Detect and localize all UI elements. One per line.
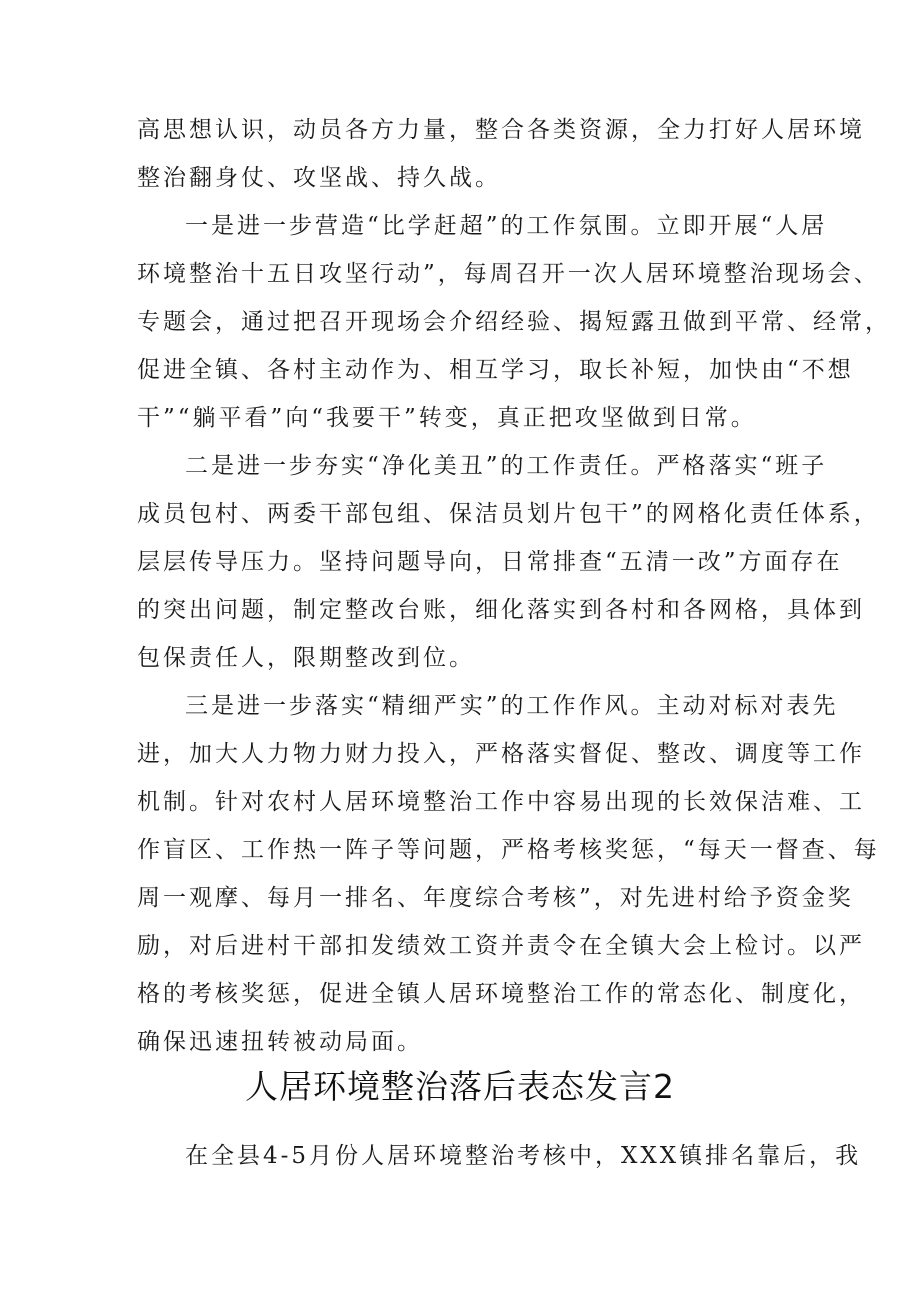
paragraph-line: 成员包村、两委干部包组、保洁员划片包干”的网格化责任体系， — [137, 501, 880, 527]
paragraph-line: 层层传导压力。坚持问题导向，日常排查“五清一改”方面存在 — [137, 549, 843, 575]
paragraph-line: 在全县4-5月份人居环境整治考核中，XXX镇排名靠后，我 — [185, 1143, 862, 1169]
section-title: 人居环境整治落后表态发言2 — [245, 1067, 675, 1106]
paragraph-line: 一是进一步营造“比学赶超”的工作氛围。立即开展“人居 — [185, 213, 828, 239]
paragraph-line: 格的考核奖惩，促进全镇人居环境整治工作的常态化、制度化， — [137, 981, 865, 1007]
paragraph-line: 干”“躺平看”向“我要干”转变，真正把攻坚做到日常。 — [137, 405, 757, 431]
paragraph-line: 三是进一步落实“精细严实”的工作作风。主动对标对表先 — [185, 693, 839, 719]
paragraph-line: 环境整治十五日攻坚行动”，每周召开一次人居环境整治现场会、 — [137, 261, 880, 287]
paragraph-line: 整治翻身仗、攻坚战、持久战。 — [137, 165, 501, 191]
paragraph-line: 促进全镇、各村主动作为、相互学习，取长补短，加快由“不想 — [137, 357, 854, 383]
paragraph-line: 二是进一步夯实“净化美丑”的工作责任。严格落实“班子 — [185, 453, 828, 479]
paragraph-line: 的突出问题，制定整改台账，细化落实到各村和各网格，具体到 — [137, 597, 865, 623]
paragraph-line: 高思想认识，动员各方力量，整合各类资源，全力打好人居环境 — [137, 117, 865, 143]
paragraph-line: 作盲区、工作热一阵子等问题，严格考核奖惩，“每天一督查、每 — [137, 837, 880, 863]
paragraph-line: 进，加大人力物力财力投入，严格落实督促、整改、调度等工作 — [137, 741, 865, 767]
paragraph-line: 励，对后进村干部扣发绩效工资并责令在全镇大会上检讨。以严 — [137, 933, 865, 959]
paragraph-line: 专题会，通过把召开现场会介绍经验、揭短露丑做到平常、经常， — [137, 309, 891, 335]
paragraph-line: 机制。针对农村人居环境整治工作中容易出现的长效保洁难、工 — [137, 789, 865, 815]
paragraph-line: 确保迅速扭转被动局面。 — [137, 1029, 423, 1055]
paragraph-line: 包保责任人，限期整改到位。 — [137, 645, 475, 671]
paragraph-line: 周一观摩、每月一排名、年度综合考核”，对先进村给予资金奖 — [137, 885, 854, 911]
